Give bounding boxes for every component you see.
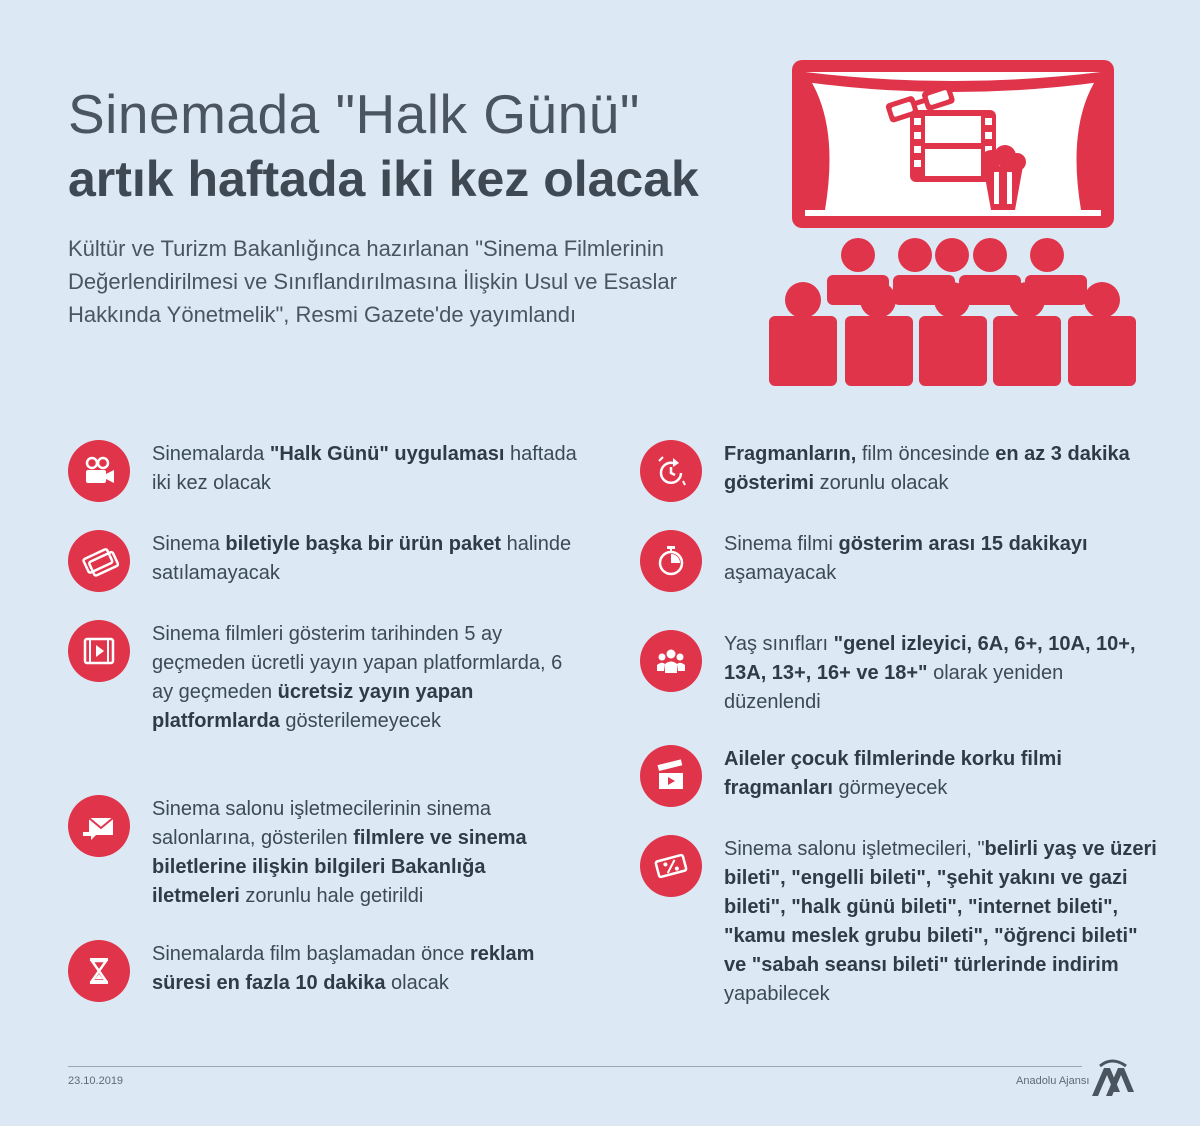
item-text-bold: Aileler çocuk filmlerinde korku filmi fragmanları — [724, 748, 1062, 799]
tickets-icon — [68, 530, 130, 592]
item-text-normal: aşamayacak — [724, 562, 837, 584]
list-item — [640, 530, 1150, 592]
item-text-normal: Sinema salonu işletmecileri, " — [724, 838, 985, 860]
cinema-illustration — [765, 60, 1140, 390]
item-text-bold: reklam süresi en fazla 10 dakika — [152, 943, 535, 994]
film-play-icon — [68, 620, 130, 682]
item-text — [724, 745, 1150, 803]
stopwatch-icon — [640, 530, 702, 592]
item-text-normal: zorunlu olacak — [814, 472, 949, 494]
list-item — [68, 440, 578, 502]
page-title-line1: Sinemada "Halk Günü" — [68, 83, 640, 145]
list-item — [640, 630, 1150, 717]
timer-refresh-icon — [640, 440, 702, 502]
item-text-bold: gösterim arası 15 dakikayı — [838, 533, 1088, 555]
item-text-normal: haftada iki kez olacak — [152, 443, 577, 494]
film-strip-icon — [910, 110, 996, 182]
item-text-normal: görmeyecek — [832, 777, 948, 799]
audience-seats — [769, 238, 1136, 386]
video-camera-icon — [68, 440, 130, 502]
item-text-normal: Sinemalarda — [152, 443, 270, 465]
anadolu-logo-icon — [1090, 1058, 1134, 1098]
footer-divider — [68, 1066, 1082, 1067]
item-text-normal: olarak yeniden düzenlendi — [724, 662, 1064, 713]
list-item — [68, 530, 578, 592]
item-text — [724, 835, 1160, 1009]
list-item — [640, 440, 1150, 502]
item-text — [152, 530, 578, 588]
item-text — [152, 940, 578, 998]
item-text-bold: "genel izleyici, 6A, 6+, 10A, 10+, 13A, 13+, 16+ ve 18+" — [724, 633, 1136, 684]
hourglass-icon — [68, 940, 130, 1002]
item-text-bold: "Halk Günü" uygulaması — [269, 443, 505, 465]
item-text-normal: Sinema filmleri gösterim tarihinden 5 ay geçmeden ücretli yayın yapan platformlarda, 6 ay geçmeden — [152, 623, 563, 703]
item-text-bold: belirli yaş ve üzeri bileti", "engelli bileti", "şehit yakını ve gazi bileti", "halk günü bileti", "internet bileti", "kamu meslek grubu bileti", "öğrenci bileti" ve "sabah seansı bileti" türlerinde indirim — [724, 838, 1157, 976]
list-item — [640, 835, 1160, 1009]
item-text-bold: ücretsiz yayın yapan platformlarda — [152, 681, 474, 732]
item-text-normal: halinde satılamayacak — [152, 533, 572, 584]
list-item — [68, 940, 578, 1002]
item-text — [152, 620, 578, 736]
envelope-icon — [68, 795, 130, 857]
item-text-bold: en az 3 dakika gösterimi — [724, 443, 1130, 494]
audience-icon — [640, 630, 702, 692]
clapperboard-icon — [640, 745, 702, 807]
item-text-normal: zorunlu hale getirildi — [239, 885, 424, 907]
item-text-normal: Yaş sınıfları — [724, 633, 834, 655]
item-text-bold: filmlere ve sinema biletlerine ilişkin bilgileri Bakanlığa iletmeleri — [152, 827, 527, 907]
item-text-normal: Sinema filmi — [724, 533, 839, 555]
item-text-bold: Fragmanların, — [724, 443, 857, 465]
item-text — [152, 440, 578, 498]
item-text-normal: Sinema — [152, 533, 226, 555]
page-title-line2: artık haftada iki kez olacak — [68, 151, 699, 207]
item-text-normal: olacak — [385, 972, 449, 994]
intro-paragraph: Kültür ve Turizm Bakanlığınca hazırlanan "Sinema Filmlerinin Değerlendirilmesi ve Sınıflandırılmasına İlişkin Usul ve Esaslar Hakkında Yönetmelik", Resmi Gazete'de yayımlandı — [68, 236, 677, 327]
item-text — [724, 440, 1150, 498]
item-text-normal: yapabilecek — [724, 983, 830, 1005]
item-text-bold: biletiyle başka bir ürün paket — [225, 533, 502, 555]
item-text — [152, 795, 578, 911]
item-text — [724, 530, 1150, 588]
list-item — [640, 745, 1150, 807]
footer-agency: Anadolu Ajansı — [1016, 1075, 1090, 1087]
discount-ticket-icon — [640, 835, 702, 897]
item-text-normal: film öncesinde — [856, 443, 996, 465]
footer-date: 23.10.2019 — [68, 1075, 124, 1087]
item-text-normal: Sinemalarda film başlamadan önce — [152, 943, 470, 965]
list-item — [68, 620, 578, 736]
list-item — [68, 795, 578, 911]
item-text-normal: gösterilemeyecek — [279, 710, 441, 732]
item-text-normal: Sinema salonu işletmecilerinin sinema salonlarına, gösterilen — [152, 798, 492, 849]
item-text — [724, 630, 1150, 717]
